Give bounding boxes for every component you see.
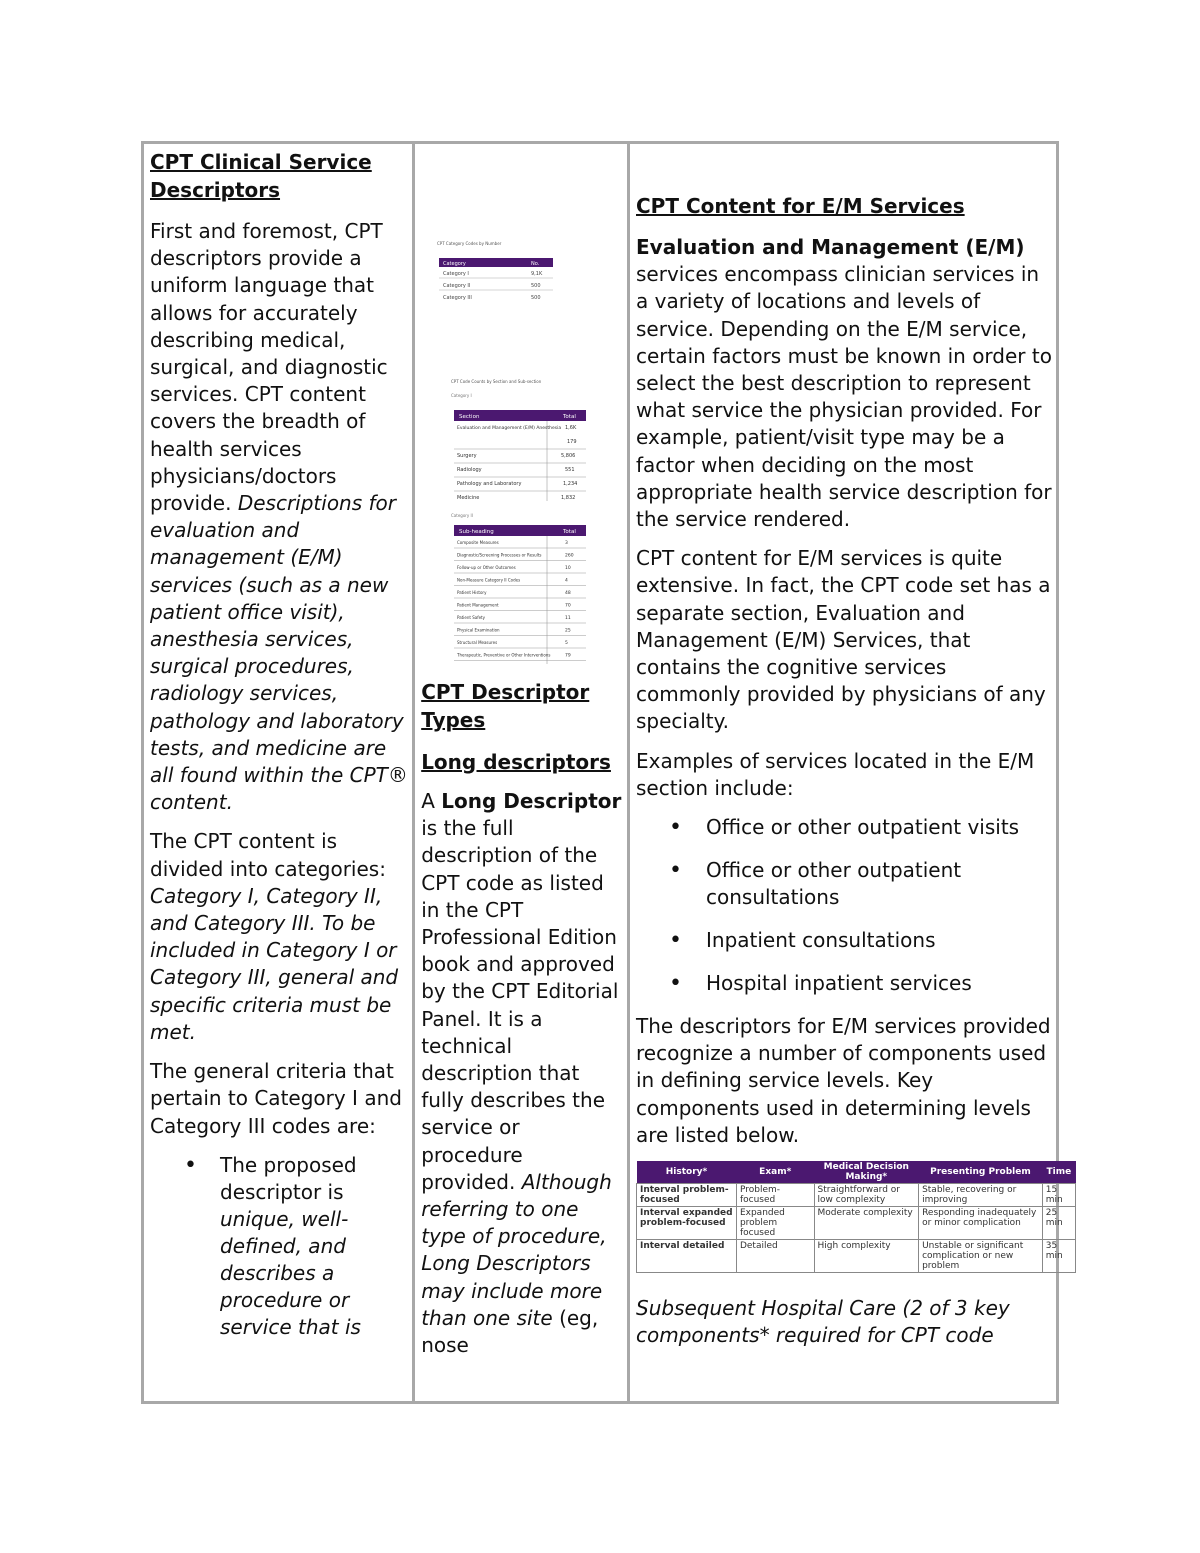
column-clinical-service-descriptors bbox=[144, 144, 415, 1401]
table-cell: 15 min bbox=[1042, 1184, 1075, 1207]
column-em-services bbox=[630, 144, 1072, 1401]
paragraph-categories: The CPT content is divided into categories: Category I, Category II, and Category III. To be included in Category I or Category III, general and specific criteria must be met. bbox=[150, 829, 399, 1044]
thumb2-row-5-value: 1,234 bbox=[563, 481, 578, 487]
thumb1-header-1: Category bbox=[443, 261, 467, 267]
table-row bbox=[637, 1240, 1076, 1273]
thumb2-subheading-label: Non-Measure Category II Codes bbox=[457, 577, 521, 583]
thumb2-subheading-value: 4 bbox=[565, 578, 569, 584]
thumb1-row-2-label: Category II bbox=[443, 283, 471, 289]
thumb2-row-4-label: Radiology bbox=[457, 467, 482, 473]
paragraph-descriptors-intro: First and foremost, CPT descriptors provide a uniform language that allows for accurately describing medical, surgical, and diagnostic services. CPT content covers the breadth of health services physicians/doctors provide. Descriptions for evaluation and management (E/M) services (such as a new patient office visit), anesthesia services, surgical procedures, radiology services, pathology and laboratory tests, and medicine are all found within the CPT® content. bbox=[150, 219, 408, 815]
table-row bbox=[637, 1207, 1076, 1240]
thumb2-subheading-label: Patient History bbox=[457, 590, 487, 595]
paragraph-em-intro: Evaluation and Management (E/M) services encompass clinician services in a variety of locations and levels of service. Depending on the E/M service, certain factors must be known in order to select the best description to represent what service the physician provided. For example, patient/visit type may be a factor when deciding on the most appropriate health service description for the service rendered. bbox=[636, 235, 1052, 532]
thumb2-title: CPT Code Counts by Section and Sub-section bbox=[451, 379, 542, 384]
thumb1-row-1-label: Category I bbox=[443, 271, 470, 277]
thumb2-caption-a: Category I bbox=[451, 393, 472, 398]
paragraph-key-components: The descriptors for E/M services provided recognize a number of components used in defining service levels. Key components used in determining levels are listed below. bbox=[636, 1014, 1051, 1147]
heading-clinical-service-descriptors: CPT Clinical Service Descriptors bbox=[150, 150, 372, 202]
table-header-row bbox=[637, 1161, 1076, 1184]
figure-thumbnails bbox=[421, 144, 623, 678]
list-item: • Inpatient consultations bbox=[706, 927, 1056, 954]
thumb2-row-6-value: 1,832 bbox=[561, 495, 576, 501]
thumb2-subheading-value: 79 bbox=[565, 653, 571, 659]
thumb2-subheading-label: Composite Measures bbox=[457, 540, 499, 545]
paragraph-em-examples: Examples of services located in the E/M section include: bbox=[636, 748, 1035, 800]
table-cell: Straightforward or low complexity bbox=[814, 1184, 919, 1207]
thumb2-row-1-value: 1,6K bbox=[565, 425, 577, 431]
table-cell: Stable, recovering or improving bbox=[919, 1184, 1043, 1207]
paragraph-em-extensive: CPT content for E/M services is quite extensive. In fact, the CPT code set has a separate section, Evaluation and Management (E/M) Services, that contains the cognitive services commonly provided by physicians of any specialty. bbox=[636, 546, 1051, 734]
thumb2-row-3-value: 5,806 bbox=[561, 453, 576, 459]
heading-em-content: CPT Content for E/M Services bbox=[636, 194, 965, 218]
thumb2-subheading-label: Follow-up or Other Outcomes bbox=[457, 565, 516, 570]
heading-descriptor-types: CPT Descriptor Types bbox=[421, 680, 590, 732]
column-header: Presenting Problem bbox=[919, 1161, 1043, 1184]
thumb2-subheading-label: Patient Safety bbox=[457, 615, 486, 620]
table-cell: Expanded problem focused bbox=[736, 1207, 814, 1240]
thumb2-subheading-value: 5 bbox=[565, 641, 569, 646]
criteria-list bbox=[150, 1152, 408, 1341]
column-header: Time bbox=[1042, 1161, 1075, 1184]
thumb2-subheading-label: Structural Measures bbox=[457, 640, 498, 645]
table-cell: Responding inadequately or minor complication bbox=[919, 1207, 1043, 1240]
table-cell: Interval problem-focused bbox=[637, 1184, 737, 1207]
thumb2-header2-1: Sub-heading bbox=[459, 529, 494, 535]
column-header: Medical Decision Making* bbox=[814, 1161, 919, 1184]
thumb2-subheading-value: 48 bbox=[565, 591, 571, 596]
thumb2-header2-2: Total bbox=[563, 529, 577, 535]
thumb1-row-2-value: 500 bbox=[531, 283, 541, 289]
thumb2-subheading-label: Diagnostic/Screening Processes or Results bbox=[457, 552, 542, 558]
paragraph-subsequent-care: Subsequent Hospital Care (2 of 3 key components* required for CPT code bbox=[636, 1296, 1010, 1348]
column-descriptor-types bbox=[415, 144, 630, 1401]
table-cell: Unstable or significant complication or new problem bbox=[919, 1240, 1043, 1273]
key-components-table-figure bbox=[636, 1161, 1072, 1273]
thumb2-header-2: Total bbox=[563, 414, 577, 420]
thumb2-row-6-label: Medicine bbox=[457, 495, 480, 501]
thumb2-row-4-value: 551 bbox=[565, 467, 575, 473]
thumb2-subheading-value: 70 bbox=[565, 603, 571, 609]
content-table bbox=[141, 141, 1072, 1404]
column-header: Exam* bbox=[736, 1161, 814, 1184]
thumb2-subheading-label: Physical Examination bbox=[457, 627, 500, 633]
paragraph-long-descriptor: A Long Descriptor is the full description of the CPT code as listed in the CPT Professional Edition book and approved by the CPT Editorial Panel. It is a technical description that fully describes the service or procedure provided. Although referring to one type of procedure, Long Descriptors may include more than one site (eg, nose bbox=[421, 789, 622, 1358]
column-header: History* bbox=[637, 1161, 737, 1184]
table-cell: High complexity bbox=[814, 1240, 919, 1273]
thumb2-subheading-value: 11 bbox=[565, 616, 571, 621]
thumb2-subheading-value: 260 bbox=[565, 553, 574, 559]
thumb2-row-5-label: Pathology and Laboratory bbox=[457, 481, 522, 487]
thumb1-title: CPT Category Codes by Number bbox=[437, 241, 502, 246]
thumb2-subheading-label: Therapeutic, Preventive or Other Interventions bbox=[457, 652, 551, 658]
thumb1-row-3-label: Category III bbox=[443, 295, 473, 301]
thumb2-subheading-label: Patient Management bbox=[457, 602, 499, 608]
thumb1-header-2: No. bbox=[531, 261, 540, 267]
table-cell: 35 min bbox=[1042, 1240, 1075, 1273]
heading-long-descriptors: Long descriptors bbox=[421, 750, 611, 774]
table-cell: 25 min bbox=[1042, 1207, 1075, 1240]
category-codes-thumbnail bbox=[437, 240, 557, 302]
table-row bbox=[637, 1184, 1076, 1207]
thumb2-caption-b: Category II bbox=[451, 513, 474, 518]
table-cell: Problem-focused bbox=[736, 1184, 814, 1207]
section-counts-thumbnail bbox=[451, 377, 591, 667]
thumb2-row-1-label: Evaluation and Management (E/M) Anesthesia bbox=[457, 426, 562, 431]
list-item: • Office or other outpatient consultations bbox=[706, 857, 1056, 911]
table-cell: Moderate complexity bbox=[814, 1207, 919, 1240]
em-services-list bbox=[636, 814, 1056, 997]
key-components-table bbox=[636, 1161, 1076, 1273]
thumb2-subheading-rows bbox=[454, 540, 586, 661]
paragraph-general-criteria: The general criteria that pertain to Category I and Category III codes are: bbox=[150, 1059, 402, 1138]
list-item: • Office or other outpatient visits bbox=[706, 814, 1056, 841]
thumb2-header-1: Section bbox=[459, 414, 480, 420]
thumb1-row-1-value: 9,1K bbox=[531, 271, 543, 277]
table-cell: Interval expanded problem-focused bbox=[637, 1207, 737, 1240]
table-cell: Interval detailed bbox=[637, 1240, 737, 1273]
table-cell: Detailed bbox=[736, 1240, 814, 1273]
thumb2-subheading-value: 10 bbox=[565, 566, 571, 571]
list-item: • The proposed descriptor is unique, well-defined, and describes a procedure or service that is bbox=[220, 1152, 408, 1341]
list-item: • Hospital inpatient services bbox=[706, 970, 1056, 997]
thumb2-row-3-label: Surgery bbox=[457, 453, 477, 459]
thumb2-subheading-value: 25 bbox=[565, 628, 571, 634]
thumb2-subheading-value: 3 bbox=[565, 541, 569, 546]
thumb2-row-2-value: 179 bbox=[567, 439, 577, 445]
thumb1-row-3-value: 500 bbox=[531, 295, 541, 301]
